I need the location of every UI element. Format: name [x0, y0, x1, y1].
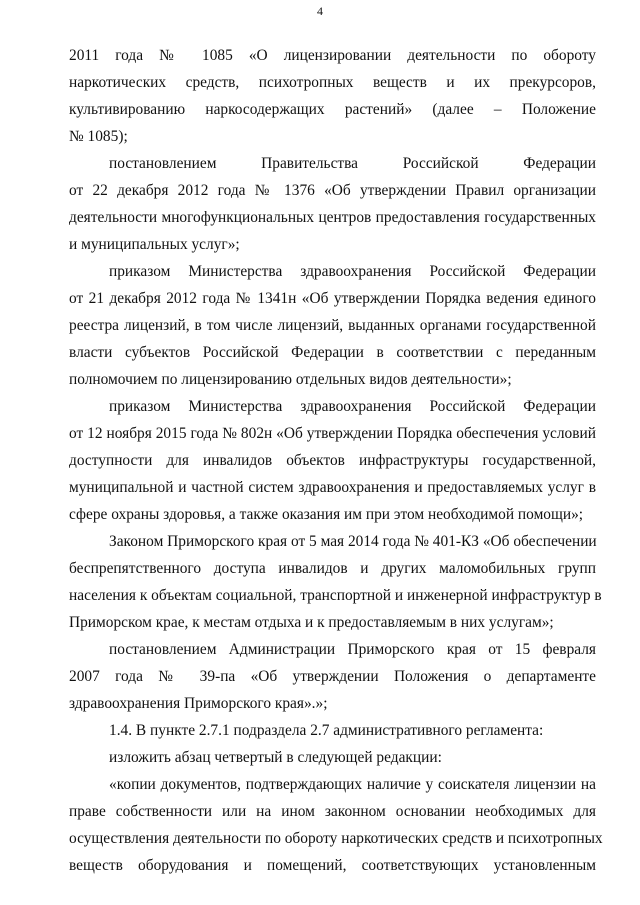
text-line: приказом Министерства здравоохранения Российской Федерации — [109, 263, 596, 280]
text-line: праве собственности или на ином законном основании необходимых для — [69, 803, 596, 820]
text-line: постановлением Администрации Приморского края от 15 февраля — [109, 641, 596, 658]
text-line: 1.4. В пункте 2.7.1 подраздела 2.7 административного регламента: — [109, 722, 544, 739]
text-line: реестра лицензий, в том числе лицензий, выданных органами государственной — [69, 317, 596, 334]
text-line: Законом Приморского края от 5 мая 2014 года № 401-КЗ «Об обеспечении — [109, 533, 597, 550]
text-line: культивированию наркосодержащих растений» (далее – Положение — [69, 101, 596, 118]
text-line: власти субъектов Российской Федерации в соответствии с переданным — [69, 344, 596, 361]
text-line: муниципальной и частной систем здравоохранения и предоставляемых услуг в — [69, 479, 596, 496]
text-line: приказом Министерства здравоохранения Российской Федерации — [109, 398, 596, 415]
text-line: «копии документов, подтверждающих наличие у соискателя лицензии на — [109, 776, 596, 793]
text-line: и муниципальных услуг»; — [69, 236, 240, 253]
text-line: от 21 декабря 2012 года № 1341н «Об утверждении Порядка ведения единого — [69, 290, 596, 307]
text-line: постановлением Правительства Российской Федерации — [109, 155, 596, 172]
text-line: наркотических средств, психотропных веществ и их прекурсоров, — [69, 74, 596, 91]
text-line: сфере охраны здоровья, а также оказания им при этом необходимой помощи»; — [69, 506, 584, 523]
text-line: беспрепятственного доступа инвалидов и других маломобильных групп — [69, 560, 596, 577]
text-line: 2007 года № 39-па «Об утверждении Положения о департаменте — [69, 668, 596, 685]
text-line: 2011 года № 1085 «О лицензировании деятельности по обороту — [69, 47, 596, 64]
text-line: здравоохранения Приморского края».»; — [69, 695, 328, 712]
text-line: доступности для инвалидов объектов инфраструктуры государственной, — [69, 452, 596, 469]
text-line: от 22 декабря 2012 года № 1376 «Об утверждении Правил организации — [69, 182, 596, 199]
text-line: веществ оборудования и помещений, соответствующих установленным — [69, 857, 596, 874]
text-line: изложить абзац четвертый в следующей редакции: — [109, 749, 442, 766]
text-line: населения к объектам социальной, транспортной и инженерной инфраструктур в — [69, 587, 602, 604]
page-number: 4 — [317, 4, 323, 18]
text-line: деятельности многофункциональных центров предоставления государственных — [69, 209, 596, 226]
text-line: Приморском крае, к местам отдыха и к предоставляемым в них услугам»; — [69, 614, 554, 631]
text-line: осуществления деятельности по обороту наркотических средств и психотропных — [69, 830, 603, 847]
text-line: № 1085); — [69, 128, 128, 145]
text-line: полномочием по лицензированию отдельных видов деятельности»; — [69, 371, 512, 388]
text-line: от 12 ноября 2015 года № 802н «Об утверждении Порядка обеспечения условий — [69, 425, 596, 442]
